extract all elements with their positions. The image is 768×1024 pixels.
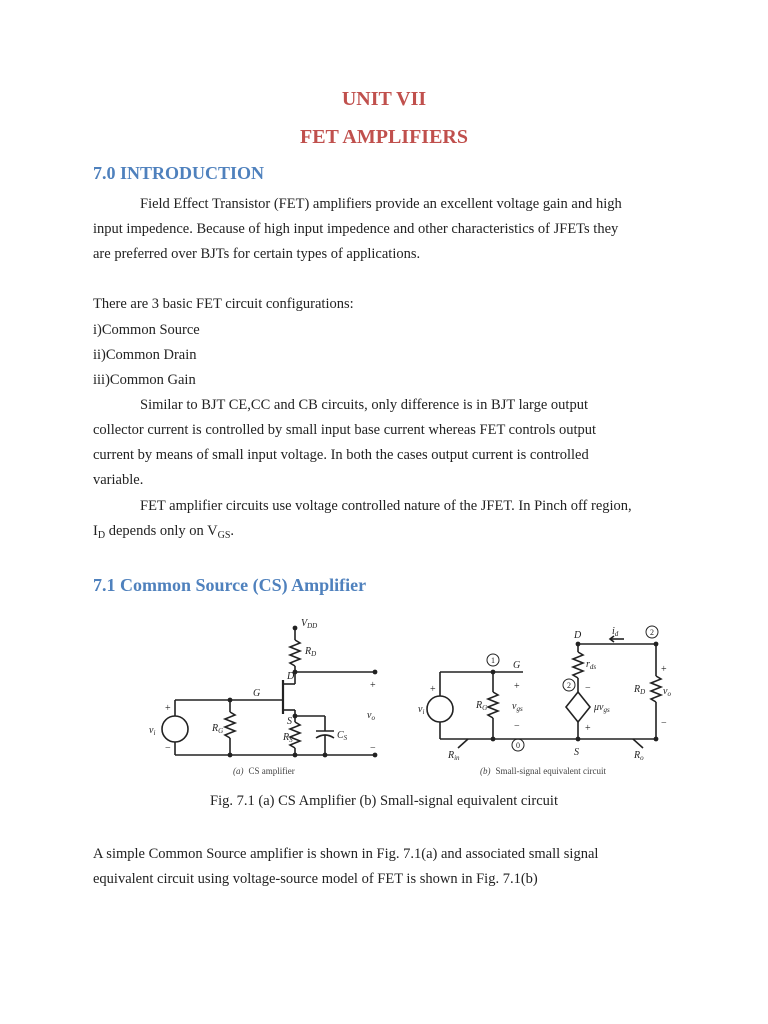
figure-caption: Fig. 7.1 (a) CS Amplifier (b) Small-signal equivalent circuit	[210, 793, 558, 809]
vo-label-b: $v_o$	[663, 686, 671, 698]
cs-amplifier-figure	[145, 612, 385, 782]
vgs-label: $v_{gs}$	[512, 701, 523, 713]
drain-label-b: D	[574, 630, 582, 641]
vi-plus-sign: +	[165, 703, 171, 714]
mu-vgs-label: $\mu v_{gs}$	[594, 702, 610, 714]
vgs-plus-sign: +	[514, 681, 520, 692]
vgs-minus-sign: −	[514, 721, 520, 732]
figure-a-caption: (a) CS amplifier	[233, 766, 295, 776]
id-subscript: D	[97, 530, 106, 541]
rd-label: $R_D$	[305, 646, 317, 658]
intro-para2-line2: collector current is controlled by small input base current whereas FET controls output	[93, 422, 597, 438]
intro-para2-line4: variable.	[93, 472, 144, 488]
rds-label: $r_{ds}$	[586, 659, 597, 671]
source-plus-sign: +	[585, 723, 591, 734]
figure-b-caption: (b) Small-signal equivalent circuit	[480, 766, 606, 776]
intro-para2-line3: current by means of small input voltage. In both the cases output current is controlled	[93, 447, 589, 463]
intro-para3-line1: FET amplifier circuits use voltage controlled nature of the JFET. In Pinch off region,	[140, 498, 632, 514]
cs-section-heading: 7.1 Common Source (CS) Amplifier	[93, 575, 367, 595]
vi-plus-sign-b: +	[430, 684, 436, 695]
config-intro: There are 3 basic FET circuit configurations:	[93, 296, 354, 312]
rs-label: $R_S$	[283, 732, 293, 744]
vo-plus-sign: +	[370, 680, 376, 691]
config-item-common-source: i)Common Source	[93, 322, 200, 338]
source-minus-sign: −	[585, 683, 591, 694]
vo-minus-sign: −	[370, 743, 376, 754]
rin-label: $R_{in}$	[448, 750, 460, 762]
config-item-common-drain: ii)Common Drain	[93, 347, 197, 363]
id-symbol: I	[93, 523, 98, 539]
node-2-label: 2	[650, 628, 654, 637]
small-signal-equivalent-figure	[418, 612, 678, 782]
rd-label-b: $R_D$	[634, 684, 646, 696]
gate-label-b: G	[513, 660, 521, 671]
intro-heading: 7.0 INTRODUCTION	[93, 163, 265, 183]
drain-label: D	[287, 671, 295, 682]
vgs-subscript: GS	[217, 530, 231, 541]
rg-label-b: $R_G$	[476, 700, 488, 712]
config-item-common-gain: iii)Common Gain	[93, 372, 196, 388]
intro-para1-line1: Field Effect Transistor (FET) amplifiers provide an excellent voltage gain and high	[140, 196, 622, 212]
period: .	[230, 523, 235, 539]
cs-para-line1: A simple Common Source amplifier is shown in Fig. 7.1(a) and associated small signal	[93, 846, 599, 862]
id-current-label: $i_d$	[612, 626, 619, 638]
source-label: S	[287, 716, 292, 727]
node-1-label: 1	[491, 656, 495, 665]
vi-label-b: $v_i$	[418, 704, 425, 716]
source-label-b: S	[574, 747, 579, 758]
cs-capacitor-label: $C_S$	[337, 730, 348, 742]
rg-label: $R_G$	[212, 723, 224, 735]
vi-minus-sign: −	[165, 743, 171, 754]
vdd-label: $V_{DD}$	[301, 618, 318, 630]
vo-plus-sign-b: +	[661, 664, 667, 675]
depends-text: depends only on V	[105, 523, 218, 539]
intro-para2-line1: Similar to BJT CE,CC and CB circuits, only difference is in BJT large output	[140, 397, 588, 413]
vo-label: $v_o$	[367, 710, 375, 722]
intro-para3-line2	[93, 519, 234, 548]
node-2-small-label: 2	[567, 681, 571, 690]
vo-minus-sign-b: −	[661, 718, 667, 729]
intro-para1-line2: input impedence. Because of high input impedence and other characteristics of JFETs they	[93, 221, 619, 237]
intro-para1-line3: are preferred over BJTs for certain types of applications.	[93, 246, 421, 262]
chapter-title: FET AMPLIFIERS	[300, 126, 468, 148]
node-0-label: 0	[516, 741, 520, 750]
ro-label: $R_o$	[634, 750, 644, 762]
cs-para-line2: equivalent circuit using voltage-source model of FET is shown in Fig. 7.1(b)	[93, 871, 538, 887]
vi-label: $v_i$	[149, 725, 156, 737]
unit-title: UNIT VII	[341, 88, 427, 110]
gate-label: G	[253, 688, 261, 699]
